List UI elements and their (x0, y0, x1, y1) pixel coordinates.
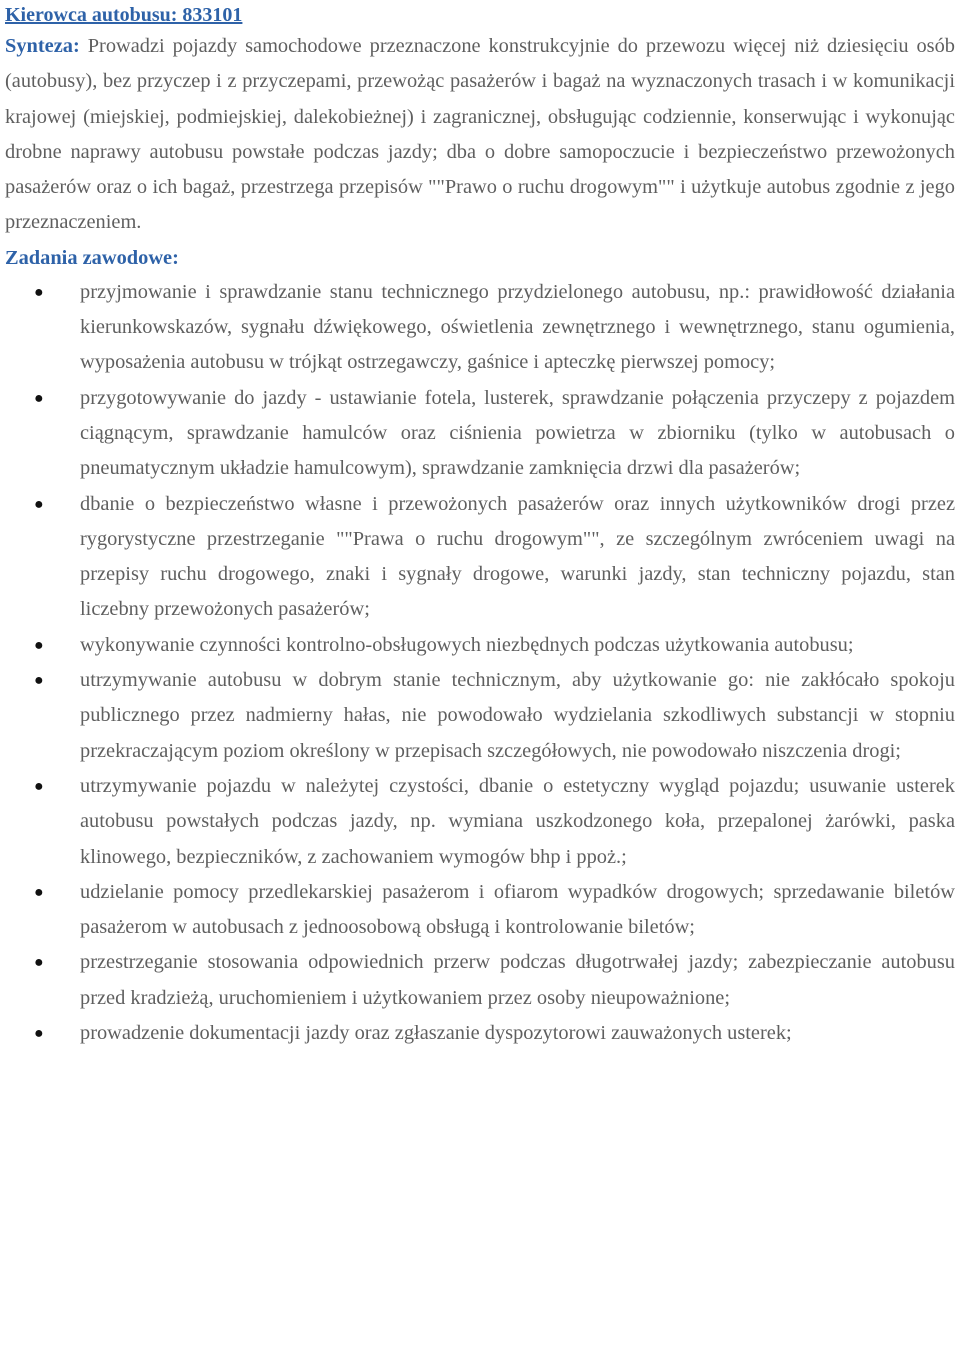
task-text: dbanie o bezpieczeństwo własne i przewożonych pasażerów oraz innych użytkowników drogi przez rygorystyczne przestrzeganie ""Prawa o ruchu drogowym"", ze szczególnym zwróceniem uwagi na przepisy ruchu drogowego, znaki i sygnały drogowe, warunki jazdy, stan techniczny pojazdu, stan liczebny przewożonych pasażerów; (80, 492, 955, 621)
zadania-heading: Zadania zawodowe: (5, 246, 179, 269)
task-text: utrzymywanie pojazdu w należytej czystości, dbanie o estetyczny wygląd pojazdu; usuwanie usterek autobusu powstałych podczas jazdy, np. wymiana uszkodzonego koła, przepalonej żarówki, paska klinowego, bezpieczników, z zachowaniem wymogów bhp i ppoż.; (80, 774, 955, 868)
synteza-paragraph (5, 29, 955, 241)
task-text: wykonywanie czynności kontrolno-obsługowych niezbędnych podczas użytkowania autobusu; (80, 633, 854, 656)
bullet-icon: ● (34, 283, 44, 301)
synteza-label: Synteza: (5, 35, 80, 57)
task-item (34, 945, 955, 1016)
task-item (34, 628, 955, 663)
task-text: utrzymywanie autobusu w dobrym stanie technicznym, aby użytkowanie go: nie zakłócało spokoju publicznego przez nadmierny hałas, nie powodowało wydzielania szkodliwych substancji w stopniu przekraczającym poziom określony w przepisach szczegółowych, nie powodowało niszczenia drogi; (80, 669, 955, 762)
task-item (34, 875, 955, 946)
bullet-icon: ● (34, 672, 44, 690)
task-item (34, 275, 955, 381)
task-text: przygotowywanie do jazdy - ustawianie fotela, lusterek, sprawdzanie połączenia przyczepy z pojazdem ciągnącym, sprawdzanie hamulców oraz ciśnienia powietrza w zbiorniku (tylko w autobusach o pneumatycznym układzie hamulcowym), sprawdzanie zamknięcia drzwi dla pasażerów; (80, 386, 955, 480)
bullet-icon: ● (34, 636, 44, 654)
task-item (34, 487, 955, 628)
bullet-icon: ● (34, 1025, 44, 1043)
task-item (34, 663, 955, 769)
task-text: udzielanie pomocy przedlekarskiej pasażerom i ofiarom wypadków drogowych; sprzedawanie biletów pasażerom w autobusach z jednoosobową obsługą i kontrolowanie biletów; (80, 880, 955, 939)
task-text: przyjmowanie i sprawdzanie stanu technicznego przydzielonego autobusu, np.: prawidłowość działania kierunkowskazów, sygnału dźwiękowego, oświetlenia zewnętrznego i wewnętrznego, stanu ogumienia, wyposażenia autobusu w trójkąt ostrzegawczy, gaśnice i apteczkę pierwszej pomocy; (80, 280, 955, 374)
task-list (5, 275, 955, 1052)
task-text: przestrzeganie stosowania odpowiednich przerw podczas długotrwałej jazdy; zabezpieczanie autobusu przed kradzieżą, uruchomieniem i użytkowaniem przez osoby nieupoważnione; (80, 951, 955, 1009)
occupation-title: Kierowca autobusu: 833101 (5, 4, 243, 26)
bullet-icon: ● (34, 883, 44, 901)
bullet-icon: ● (34, 954, 44, 972)
task-item (34, 1016, 955, 1051)
bullet-icon: ● (34, 777, 44, 795)
task-text: prowadzenie dokumentacji jazdy oraz zgłaszanie dyspozytorowi zauważonych usterek; (80, 1022, 792, 1045)
task-item (34, 769, 955, 875)
synteza-text: Prowadzi pojazdy samochodowe przeznaczone konstrukcyjnie do przewozu więcej niż dziesięciu osób (autobusy), bez przyczep i z przyczepami, przewożąc pasażerów i bagaż na wyznaczonych trasach i w komunikacji krajowej (miejskiej, podmiejskiej, dalekobieżnej) i zagranicznej, obsługując codziennie, konserwując i wykonując drobne naprawy autobusu powstałe podczas jazdy; dba o dobre samopoczucie i bezpieczeństwo przewożonych pasażerów oraz o ich bagaż, przestrzega przepisów ""Prawo o ruchu drogowym"" i użytkuje autobus zgodnie z jego przeznaczeniem. (5, 35, 955, 234)
document-page (5, 0, 955, 1051)
task-item (34, 381, 955, 487)
bullet-icon: ● (34, 495, 44, 513)
bullet-icon: ● (34, 389, 44, 407)
